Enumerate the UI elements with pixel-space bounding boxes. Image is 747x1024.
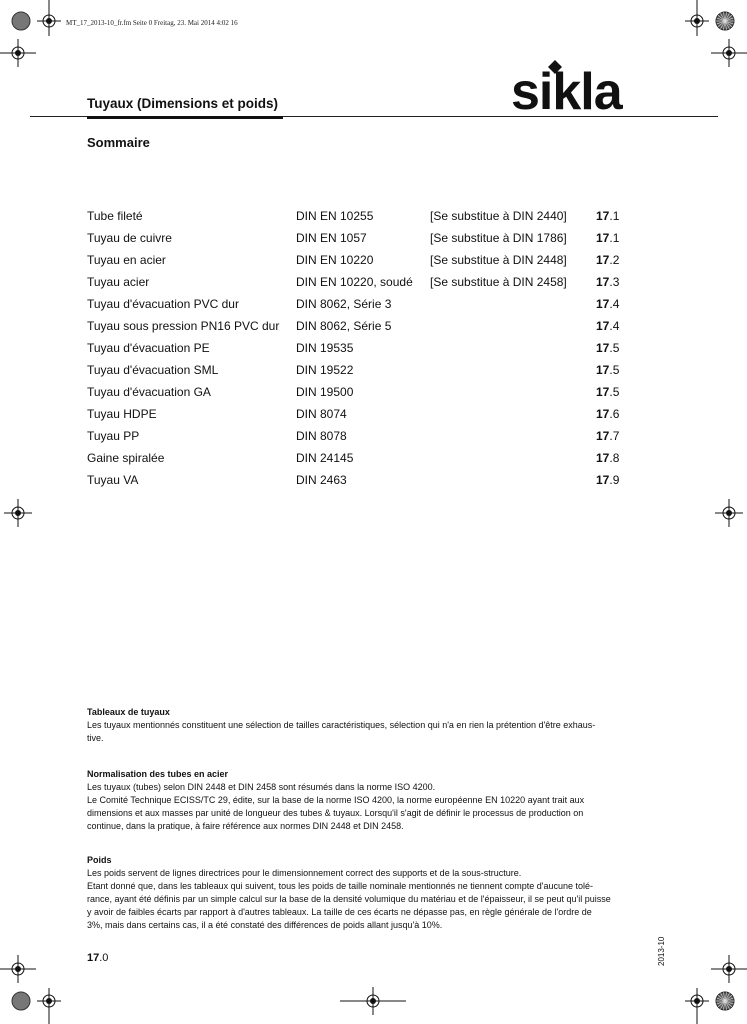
toc-item-norm: DIN 8062, Série 3 <box>296 297 392 311</box>
toc-row <box>87 361 627 383</box>
toc-row <box>87 471 627 493</box>
toc-item-sub: .7 <box>609 429 620 443</box>
toc-item-chapter: 17 <box>596 451 610 465</box>
page-chapter: 17 <box>87 952 100 964</box>
toc-item-page <box>596 471 619 489</box>
toc-item-sub: .4 <box>609 297 620 311</box>
toc-row <box>87 383 627 405</box>
toc-item-norm: DIN 8062, Série 5 <box>296 319 392 333</box>
toc-item-name: Tuyau d'évacuation GA <box>87 385 211 399</box>
toc-item-norm: DIN EN 1057 <box>296 231 367 245</box>
toc-item-norm: DIN EN 10220 <box>296 253 374 267</box>
toc-row <box>87 229 627 251</box>
toc-item-name: Tuyau d'évacuation PVC dur <box>87 297 239 311</box>
toc-item-page <box>596 383 619 401</box>
toc-row <box>87 317 627 339</box>
toc-item-name: Tube fileté <box>87 209 143 223</box>
toc-item-chapter: 17 <box>596 275 610 289</box>
toc-item-chapter: 17 <box>596 253 610 267</box>
toc-item-sub: .5 <box>609 385 620 399</box>
toc-item-name: Tuyau de cuivre <box>87 231 172 245</box>
note-line: dimensions et aux masses par unité de longueur des tubes & tuyaux. Lorsqu'il s'agit de définir le processus de production on <box>87 808 584 818</box>
page-number <box>87 952 108 964</box>
toc-item-chapter: 17 <box>596 297 610 311</box>
toc-item-norm: DIN EN 10220, soudé <box>296 275 413 289</box>
toc-item-norm: DIN EN 10255 <box>296 209 374 223</box>
print-info: MT_17_2013-10_fr.fm Seite 0 Freitag, 23. Mai 2014 4:02 16 <box>66 19 238 27</box>
toc-row <box>87 251 627 273</box>
note-line: Les poids servent de lignes directrices pour le dimensionnement correct des supports et de la sous-structure. <box>87 868 522 878</box>
toc-item-sub: .6 <box>609 407 620 421</box>
toc-item-sub: .5 <box>609 341 620 355</box>
toc-item-chapter: 17 <box>596 231 610 245</box>
toc-row <box>87 295 627 317</box>
toc-item-page <box>596 251 619 269</box>
toc-item-sub: .1 <box>609 209 620 223</box>
toc-item-note: [Se substitue à DIN 1786] <box>430 231 567 245</box>
note-line: tive. <box>87 733 104 743</box>
toc-item-sub: .3 <box>609 275 620 289</box>
toc-item-page <box>596 339 619 357</box>
toc-item-name: Tuyau acier <box>87 275 150 289</box>
toc-heading: Sommaire <box>87 135 150 150</box>
toc-list <box>87 207 627 493</box>
toc-item-note: [Se substitue à DIN 2448] <box>430 253 567 267</box>
sikla-logo <box>511 60 653 114</box>
note-normalisation <box>87 768 665 833</box>
toc-item-norm: DIN 19522 <box>296 363 354 377</box>
toc-row <box>87 405 627 427</box>
toc-item-norm: DIN 8074 <box>296 407 347 421</box>
toc-item-name: Tuyau HDPE <box>87 407 157 421</box>
note-line: rance, ayant été définis par un simple calcul sur la base de la densité volumique du matériau et de l'épaisseur, il se peut qu'il puisse <box>87 894 611 904</box>
toc-item-name: Tuyau d'évacuation PE <box>87 341 210 355</box>
toc-item-page <box>596 273 619 291</box>
toc-item-norm: DIN 8078 <box>296 429 347 443</box>
toc-item-chapter: 17 <box>596 209 610 223</box>
toc-item-chapter: 17 <box>596 319 610 333</box>
toc-item-norm: DIN 19535 <box>296 341 354 355</box>
toc-item-name: Tuyau PP <box>87 429 140 443</box>
toc-item-chapter: 17 <box>596 429 610 443</box>
toc-item-page <box>596 361 619 379</box>
page-title: Tuyaux (Dimensions et poids) <box>87 96 279 111</box>
toc-item-norm: DIN 19500 <box>296 385 354 399</box>
note-poids <box>87 854 665 932</box>
toc-item-sub: .9 <box>609 473 620 487</box>
edition-date: 2013-10 <box>657 936 666 966</box>
toc-item-page <box>596 449 619 467</box>
toc-row <box>87 207 627 229</box>
toc-item-name: Tuyau sous pression PN16 PVC dur <box>87 319 280 333</box>
toc-item-page <box>596 427 619 445</box>
toc-item-page <box>596 295 619 313</box>
toc-item-chapter: 17 <box>596 385 610 399</box>
toc-row <box>87 427 627 449</box>
toc-item-sub: .4 <box>609 319 620 333</box>
note-line: continue, dans la pratique, à faire référence aux normes DIN 2448 et DIN 2458. <box>87 821 404 831</box>
toc-row <box>87 339 627 361</box>
toc-item-page <box>596 207 619 225</box>
toc-item-chapter: 17 <box>596 341 610 355</box>
toc-item-sub: .5 <box>609 363 620 377</box>
toc-item-sub: .1 <box>609 231 620 245</box>
toc-item-chapter: 17 <box>596 363 610 377</box>
toc-item-sub: .8 <box>609 451 620 465</box>
toc-row <box>87 449 627 471</box>
toc-item-name: Tuyau d'évacuation SML <box>87 363 219 377</box>
toc-item-norm: DIN 2463 <box>296 473 347 487</box>
toc-item-page <box>596 405 619 423</box>
toc-item-chapter: 17 <box>596 473 610 487</box>
toc-item-chapter: 17 <box>596 407 610 421</box>
toc-item-page <box>596 317 619 335</box>
toc-row <box>87 273 627 295</box>
toc-item-name: Tuyau en acier <box>87 253 166 267</box>
note-line: Les tuyaux (tubes) selon DIN 2448 et DIN 2458 sont résumés dans la norme ISO 4200. <box>87 782 436 792</box>
toc-item-name: Gaine spiralée <box>87 451 165 465</box>
toc-item-sub: .2 <box>609 253 620 267</box>
note-line: 3%, mais dans certains cas, il a été constaté des différences de poids allant jusqu'à 10%. <box>87 920 443 930</box>
note-heading: Poids <box>87 855 112 865</box>
toc-item-note: [Se substitue à DIN 2458] <box>430 275 567 289</box>
note-line: y avoir de faibles écarts par rapport à d'autres tableaux. La taille de ces écarts ne dépasse pas, en règle générale de l'ordre de <box>87 907 592 917</box>
toc-item-page <box>596 229 619 247</box>
toc-item-name: Tuyau VA <box>87 473 139 487</box>
note-line: Etant donné que, dans les tableaux qui suivent, tous les poids de taille nominale mentionnés ne tiennent compte d'aucune tolé- <box>87 881 594 891</box>
title-underline <box>87 116 283 119</box>
toc-item-note: [Se substitue à DIN 2440] <box>430 209 567 223</box>
toc-item-norm: DIN 24145 <box>296 451 354 465</box>
note-line: Le Comité Technique ECISS/TC 29, édite, sur la base de la norme ISO 4200, la norme européenne EN 10220 ayant trait aux <box>87 795 585 805</box>
note-heading: Normalisation des tubes en acier <box>87 769 229 779</box>
note-heading: Tableaux de tuyaux <box>87 707 170 717</box>
svg-text:sikla: sikla <box>511 63 622 114</box>
note-line: Les tuyaux mentionnés constituent une sélection de tailles caractéristiques, sélection qui n'a en rien la prétention d'être exhaus- <box>87 720 596 730</box>
page-sub: .0 <box>99 952 109 964</box>
note-tableaux <box>87 706 665 745</box>
